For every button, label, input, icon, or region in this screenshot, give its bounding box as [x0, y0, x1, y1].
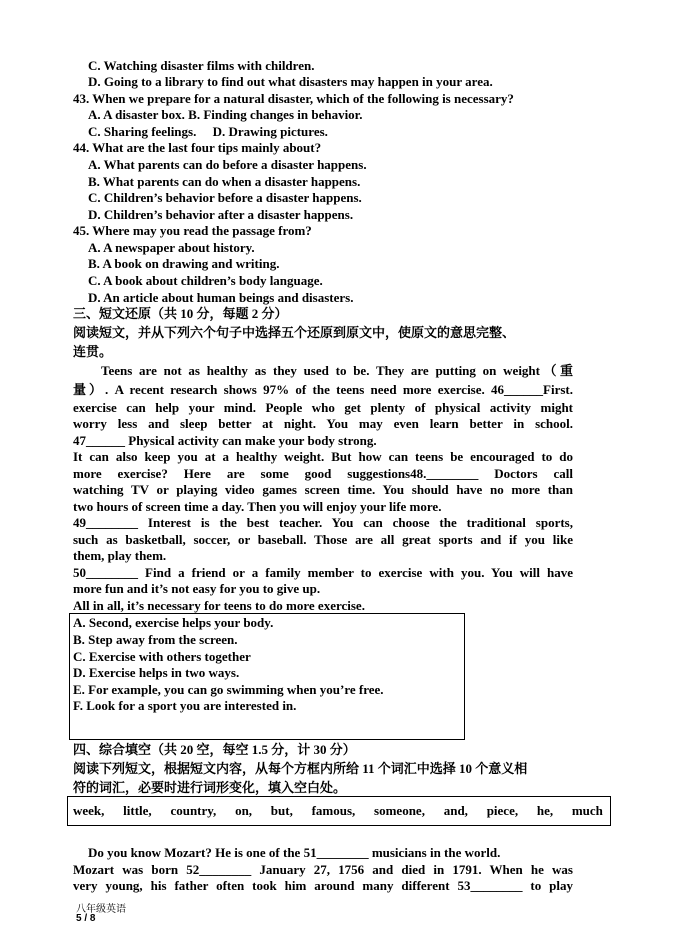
mozart-line: very young, his father often took him around many different 53________ to play: [73, 878, 573, 893]
passage-line: more exercise? Here are some good suggestions48.________ Doctors call: [73, 466, 573, 481]
q44-stem: 44. What are the last four tips mainly about?: [73, 140, 322, 155]
word-bank-item: someone,: [374, 803, 425, 818]
q45-option: C. A book about children’s body language.: [88, 273, 323, 288]
passage-line: All in all, it’s necessary for teens to do more exercise.: [73, 598, 365, 613]
passage-line: exercise can help your mind. People who get plenty of physical activity might: [73, 400, 573, 415]
option-item: F. Look for a sport you are interested in.: [73, 698, 297, 713]
q43-options-cd: C. Sharing feelings. D. Drawing pictures.: [88, 124, 328, 139]
passage-line: more fun and it’s not easy for you to give up.: [73, 581, 321, 596]
q45-option: A. A newspaper about history.: [88, 240, 255, 255]
passage-line: 49________ Interest is the best teacher. You can choose the traditional sports,: [73, 515, 573, 530]
q43-options-ab: A. A disaster box. B. Finding changes in behavior.: [88, 107, 363, 122]
section4-heading: 四、综合填空（共 20 空，每空 1.5 分，计 30 分）: [73, 742, 356, 757]
passage-line: watching TV or playing video games screen time. You should have no more than: [73, 482, 573, 497]
section4-instruction-cont: 符的词汇，必要时进行词形变化，填入空白处。: [73, 780, 347, 795]
q43-stem: 43. When we prepare for a natural disaster, which of the following is necessary?: [73, 91, 514, 106]
passage-line: 50________ Find a friend or a family member to exercise with you. You will have: [73, 565, 573, 580]
word-bank-item: famous,: [311, 803, 356, 818]
section4-instruction: 阅读下列短文，根据短文内容，从每个方框内所给 11 个词汇中选择 10 个意义相: [73, 761, 528, 776]
option-item: E. For example, you can go swimming when you’re free.: [73, 682, 384, 697]
section3-instruction: 阅读短文，并从下列六个句子中选择五个还原到原文中，使原文的意思完整、: [73, 325, 516, 340]
q44-option: A. What parents can do before a disaster happens.: [88, 157, 367, 172]
word-bank-list: [73, 803, 603, 819]
passage-line: such as basketball, soccer, or baseball. Those are all great sports and if you like: [73, 532, 573, 547]
section3-heading: 三、短文还原（共 10 分，每题 2 分）: [73, 306, 288, 321]
option-item: B. Step away from the screen.: [73, 632, 238, 647]
q45-option: B. A book on drawing and writing.: [88, 256, 280, 271]
word-bank-item: and,: [443, 803, 468, 818]
section3-instruction-cont: 连贯。: [73, 344, 113, 359]
passage-line: 量）. A recent research shows 97% of the teens need more exercise. 46______First.: [73, 382, 573, 397]
passage-line: worry less and sleep better at night. You may even learn better in school.: [73, 416, 573, 431]
word-bank-item: piece,: [486, 803, 519, 818]
word-bank-item: he,: [536, 803, 554, 818]
q42-option-c: C. Watching disaster films with children.: [88, 58, 315, 73]
passage-line: them, play them.: [73, 548, 167, 563]
passage-line: two hours of screen time a day. Then you will enjoy your life more.: [73, 499, 442, 514]
q45-stem: 45. Where may you read the passage from?: [73, 223, 312, 238]
footer-subject: 八年级英语: [76, 904, 126, 915]
word-bank-item: little,: [123, 803, 152, 818]
word-bank-item: on,: [235, 803, 253, 818]
q45-option: D. An article about human beings and disasters.: [88, 290, 354, 305]
word-bank-item: country,: [170, 803, 217, 818]
option-item: A. Second, exercise helps your body.: [73, 615, 274, 630]
passage-line: Teens are not as healthy as they used to be. They are putting on weight（重: [101, 363, 573, 378]
word-bank-item: week,: [73, 803, 105, 818]
word-bank-item: much: [571, 803, 603, 818]
word-bank-item: but,: [270, 803, 293, 818]
footer-page-number: 5 / 8: [76, 913, 96, 924]
mozart-line: Do you know Mozart? He is one of the 51________ musicians in the world.: [88, 845, 501, 860]
q44-option: B. What parents can do when a disaster happens.: [88, 174, 361, 189]
passage-line: It can also keep you at a healthy weight. But how can teens be encouraged to do: [73, 449, 573, 464]
q44-option: C. Children’s behavior before a disaster happens.: [88, 190, 362, 205]
passage-line: 47______ Physical activity can make your body strong.: [73, 433, 377, 448]
q42-option-d: D. Going to a library to find out what disasters may happen in your area.: [88, 74, 493, 89]
option-item: D. Exercise helps in two ways.: [73, 665, 240, 680]
mozart-line: Mozart was born 52________ January 27, 1756 and died in 1791. When he was: [73, 862, 573, 877]
q44-option: D. Children’s behavior after a disaster happens.: [88, 207, 354, 222]
option-item: C. Exercise with others together: [73, 649, 251, 664]
